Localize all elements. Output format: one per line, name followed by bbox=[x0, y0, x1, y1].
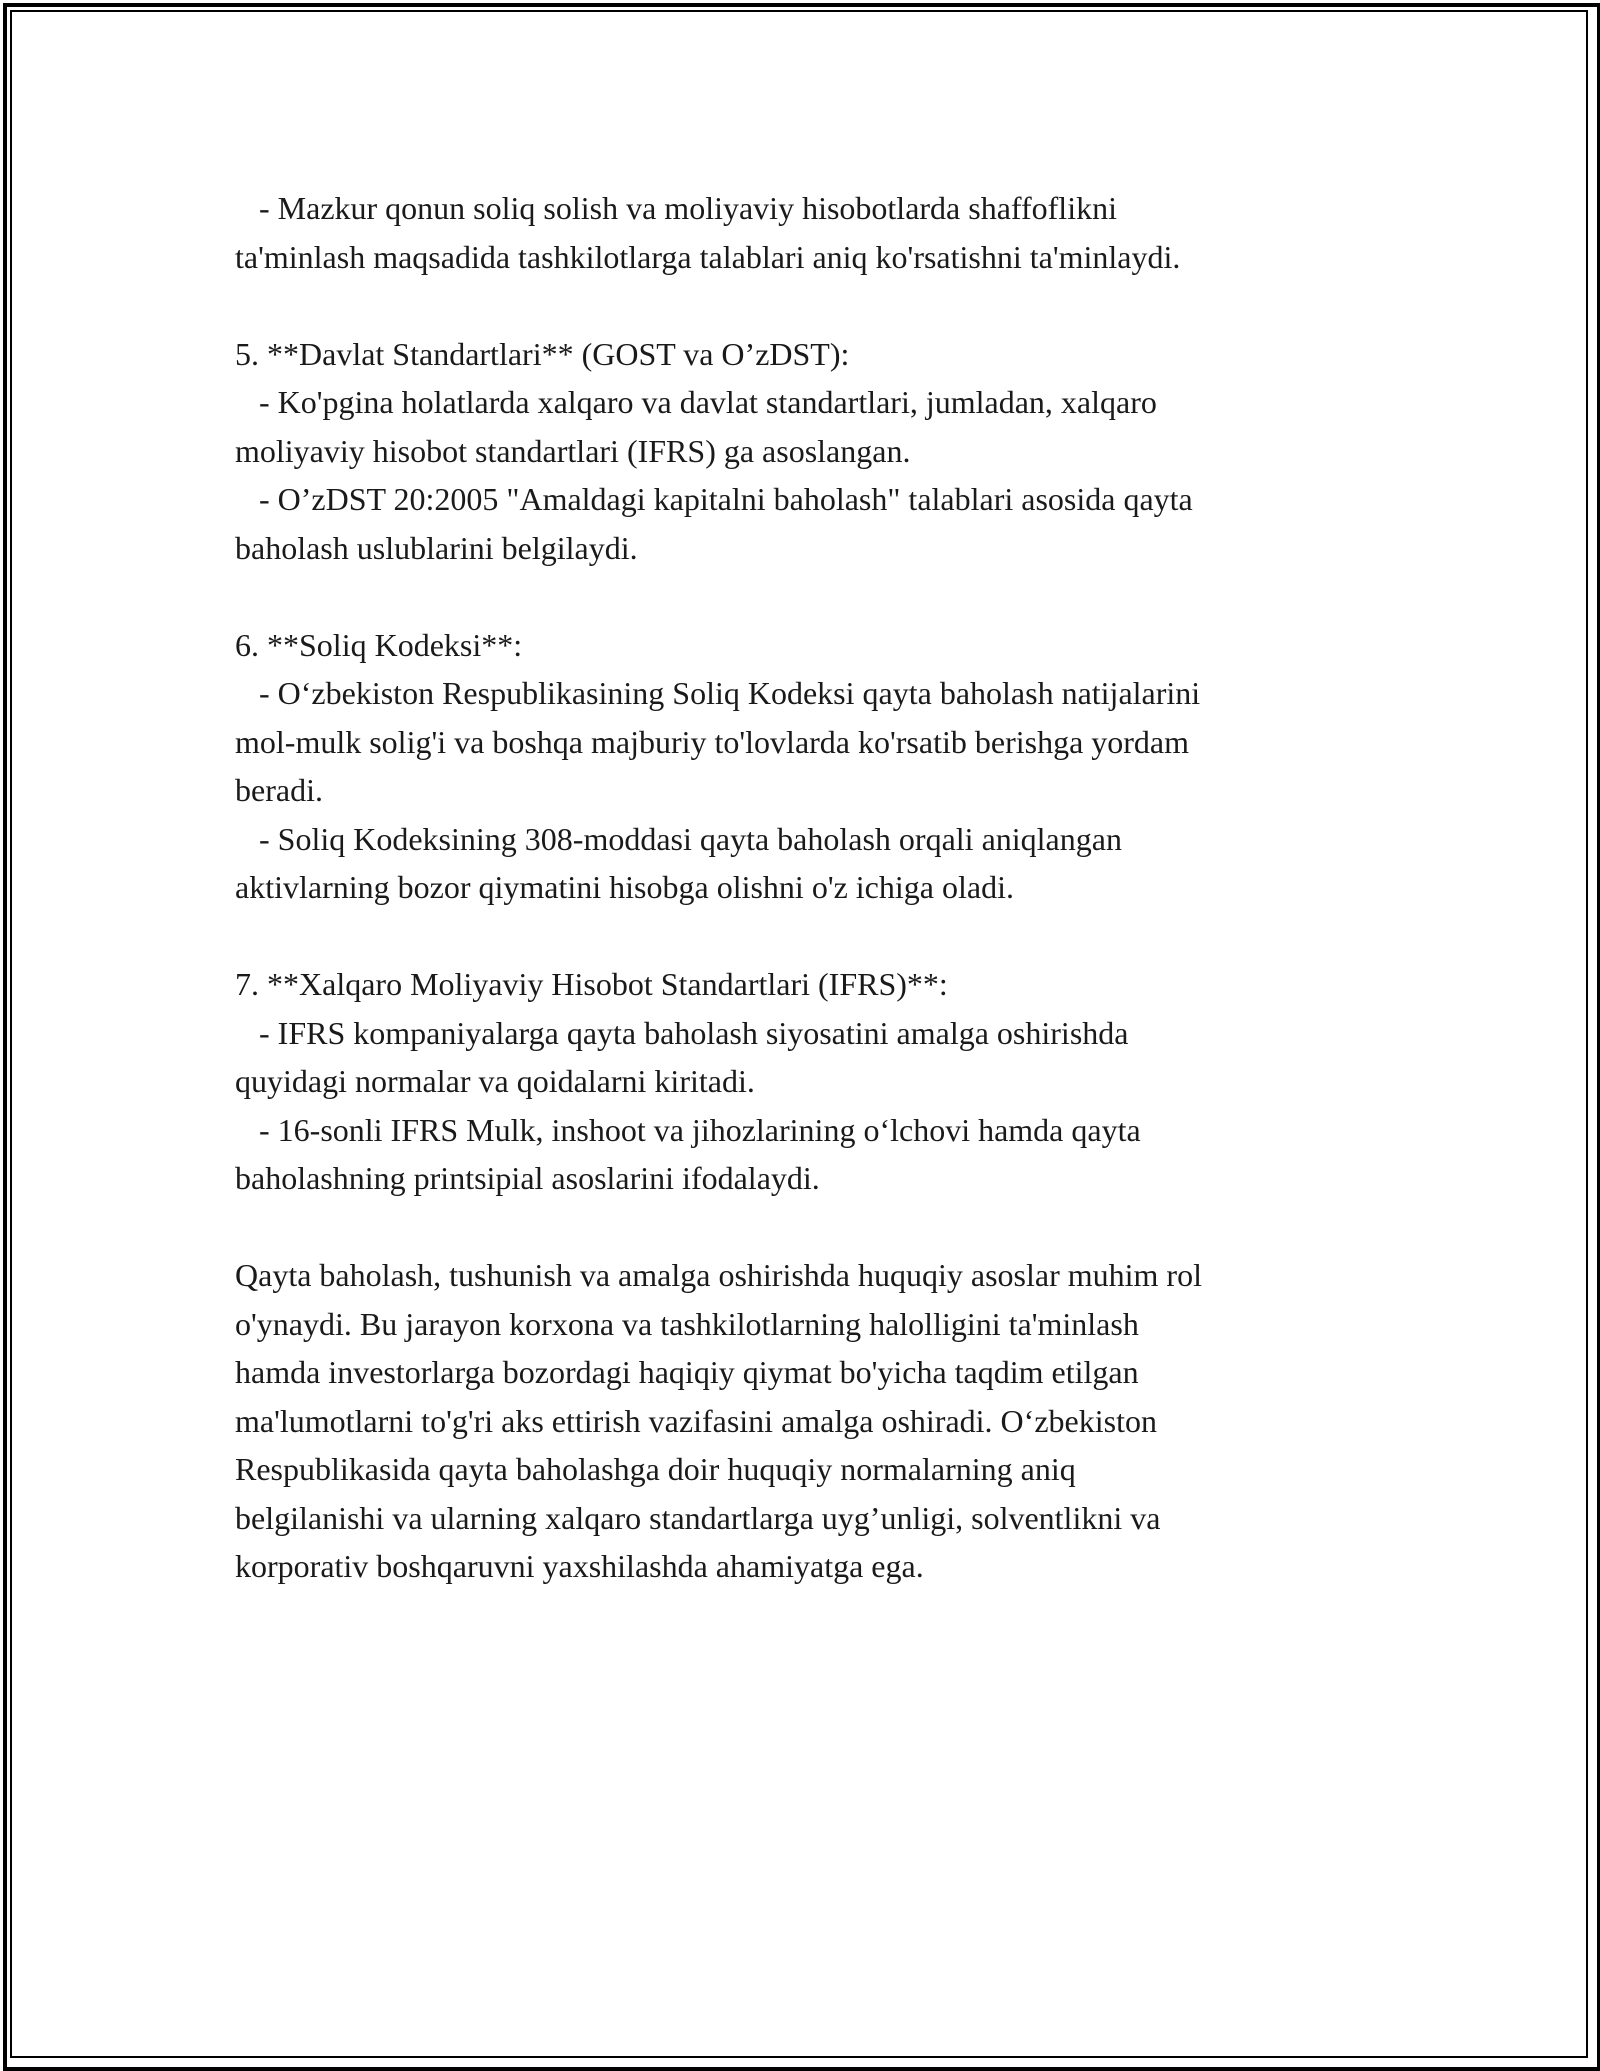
paragraph-gap bbox=[235, 1203, 1375, 1252]
text-line: - Mazkur qonun soliq solish va moliyaviy hisobotlarda shaffoflikni bbox=[235, 190, 1117, 226]
section-7 bbox=[235, 960, 1375, 1203]
list-item-line: - O‘zbekiston Respublikasining Soliq Kodeksi qayta baholash natijalarini bbox=[235, 675, 1201, 711]
list-item-line: aktivlarning bozor qiymatini hisobga olishni o'z ichiga oladi. bbox=[235, 869, 1014, 905]
list-item-line: - O’zDST 20:2005 "Amaldagi kapitalni baholash" talablari asosida qayta bbox=[235, 481, 1193, 517]
list-item-line: - Ko'pgina holatlarda xalqaro va davlat standartlari, jumladan, xalqaro bbox=[235, 384, 1157, 420]
text-line: ta'minlash maqsadida tashkilotlarga talablari aniq ko'rsatishni ta'minlaydi. bbox=[235, 238, 1181, 275]
text-line: o'ynaydi. Bu jarayon korxona va tashkilotlarning halolligini ta'minlash bbox=[235, 1305, 1139, 1342]
list-item-line: baholash uslublarini belgilaydi. bbox=[235, 529, 638, 566]
list-item-line: moliyaviy hisobot standartlari (IFRS) ga asoslangan. bbox=[235, 432, 911, 469]
paragraph-gap bbox=[235, 572, 1375, 621]
section-5 bbox=[235, 330, 1375, 573]
section-heading: 6. **Soliq Kodeksi**: bbox=[235, 626, 523, 663]
list-item-line: - IFRS kompaniyalarga qayta baholash siyosatini amalga oshirishda bbox=[235, 1014, 1129, 1051]
list-item-line: - Soliq Kodeksining 308-moddasi qayta baholash orqali aniqlangan bbox=[235, 820, 1122, 857]
intro-paragraph bbox=[235, 184, 1375, 281]
text-line: korporativ boshqaruvni yaxshilashda ahamiyatga ega. bbox=[235, 1548, 924, 1584]
list-item-line: beradi. bbox=[235, 772, 323, 808]
text-line: hamda investorlarga bozordagi haqiqiy qiymat bo'yicha taqdim etilgan bbox=[235, 1354, 1139, 1390]
text-line: Qayta baholash, tushunish va amalga oshirishda huquqiy asoslar muhim rol bbox=[235, 1257, 1202, 1293]
conclusion-paragraph bbox=[235, 1251, 1375, 1591]
list-item-line: - 16-sonli IFRS Mulk, inshoot va jihozlarining o‘lchovi hamda qayta bbox=[235, 1111, 1141, 1148]
text-line: ma'lumotlarni to'g'ri aks ettirish vazifasini amalga oshiradi. O‘zbekiston bbox=[235, 1402, 1157, 1439]
text-line: belgilanishi va ularning xalqaro standartlarga uyg’unligi, solventlikni va bbox=[235, 1499, 1161, 1536]
paragraph-gap bbox=[235, 912, 1375, 961]
section-heading: 7. **Xalqaro Moliyaviy Hisobot Standartlari (IFRS)**: bbox=[235, 966, 948, 1002]
section-6 bbox=[235, 621, 1375, 912]
document-body bbox=[235, 184, 1375, 1591]
paragraph-gap bbox=[235, 281, 1375, 330]
list-item-line: baholashning printsipial asoslarini ifodalaydi. bbox=[235, 1160, 820, 1196]
section-heading: 5. **Davlat Standartlari** (GOST va O’zDST): bbox=[235, 335, 850, 372]
list-item-line: mol-mulk solig'i va boshqa majburiy to'lovlarda ko'rsatib berishga yordam bbox=[235, 723, 1190, 760]
text-line: Respublikasida qayta baholashga doir huquqiy normalarning aniq bbox=[235, 1451, 1076, 1487]
list-item-line: quyidagi normalar va qoidalarni kiritadi. bbox=[235, 1063, 755, 1099]
